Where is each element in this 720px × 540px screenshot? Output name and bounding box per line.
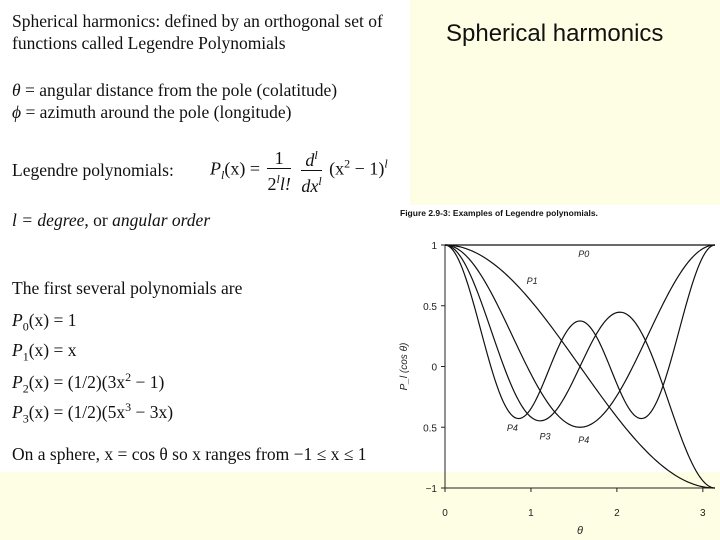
curve-label: P4 bbox=[578, 435, 590, 446]
curve-label: P3 bbox=[539, 431, 551, 442]
eq-rhs: (x bbox=[329, 158, 345, 179]
p2-rest: (x) = (1/2)(3x bbox=[28, 371, 126, 392]
slide-body bbox=[12, 10, 404, 464]
legendre-chart bbox=[392, 205, 720, 540]
p1: P bbox=[12, 340, 23, 360]
p0-sub: 0 bbox=[22, 319, 29, 334]
y-tick-label: 0.5 bbox=[423, 423, 437, 435]
series-p4 bbox=[445, 245, 715, 419]
eq-lhs: P bbox=[210, 158, 221, 179]
eq-lhs-sub: l bbox=[221, 168, 225, 183]
y-tick-label: 0 bbox=[431, 362, 437, 374]
degree-c: angular order bbox=[112, 210, 211, 230]
phi-symbol: ϕ bbox=[12, 102, 22, 122]
legendre-equation bbox=[210, 145, 388, 196]
poly-p0 bbox=[12, 310, 76, 335]
eq-den-sup: l bbox=[276, 171, 280, 186]
eq-dden: dx bbox=[301, 176, 319, 196]
curve-label: P1 bbox=[526, 275, 538, 286]
x-tick-label: 0 bbox=[442, 508, 448, 519]
x-tick-label: 1 bbox=[528, 508, 534, 519]
figure-caption: Figure 2.9-3: Examples of Legendre polynomials. bbox=[400, 208, 598, 218]
eq-rhs-sup: 2 bbox=[344, 156, 351, 171]
eq-dnum-sup: l bbox=[314, 148, 318, 162]
curve-label: P4 bbox=[506, 422, 518, 433]
eq-num: 1 bbox=[267, 148, 290, 169]
p2-tail: − 1) bbox=[131, 371, 165, 392]
degree-a: l = degree bbox=[12, 210, 85, 230]
curve-label: P0 bbox=[578, 249, 590, 260]
x-tick-label: 2 bbox=[614, 508, 620, 519]
theta-symbol: θ bbox=[12, 80, 21, 100]
p1-rest: (x) = x bbox=[28, 340, 77, 360]
p3-sub: 3 bbox=[22, 411, 29, 426]
degree-line bbox=[12, 210, 210, 231]
y-axis-label: P_l (cos θ) bbox=[399, 342, 410, 391]
sphere-line: On a sphere, x = cos θ so x ranges from −1 ≤ x ≤ 1 bbox=[12, 444, 367, 464]
series-p2 bbox=[445, 245, 715, 427]
poly-p3 bbox=[12, 400, 173, 426]
p2-sup: 2 bbox=[125, 370, 132, 384]
p3-sup: 3 bbox=[125, 400, 132, 414]
eq-den: 2 bbox=[267, 173, 277, 194]
p0: P bbox=[12, 310, 23, 330]
p3-tail: − 3x) bbox=[131, 401, 174, 422]
theta-text: = angular distance from the pole (colatitude) bbox=[20, 80, 338, 100]
p3-rest: (x) = (1/2)(5x bbox=[28, 401, 126, 422]
y-tick-label: 1 bbox=[431, 241, 437, 252]
x-axis-label: θ bbox=[577, 525, 583, 537]
slide-title: Spherical harmonics bbox=[446, 20, 664, 47]
first-several: The first several polynomials are bbox=[12, 278, 243, 298]
p1-sub: 1 bbox=[22, 349, 29, 364]
eq-rhs-sup2: l bbox=[384, 156, 388, 171]
phi-text: = azimuth around the pole (longitude) bbox=[21, 102, 292, 122]
eq-den-tail: l! bbox=[279, 173, 291, 194]
degree-b: , or bbox=[84, 210, 113, 230]
eq-fraction-2 bbox=[301, 145, 321, 196]
eq-lhs-arg: (x) = bbox=[224, 158, 260, 179]
p3: P bbox=[12, 401, 23, 422]
poly-p1 bbox=[12, 340, 76, 365]
poly-p2 bbox=[12, 370, 164, 396]
eq-dden-sup: l bbox=[318, 174, 322, 188]
y-tick-label: −1 bbox=[425, 484, 437, 495]
eq-fraction-1 bbox=[267, 148, 290, 194]
eq-rhs-tail: − 1) bbox=[350, 158, 385, 179]
phi-definition bbox=[12, 102, 291, 123]
x-tick-label: 3 bbox=[700, 508, 706, 519]
p0-rest: (x) = 1 bbox=[28, 310, 77, 330]
p2: P bbox=[12, 371, 23, 392]
p2-sub: 2 bbox=[22, 381, 29, 396]
eq-dnum: d bbox=[305, 150, 315, 170]
intro-line-2: functions called Legendre Polynomials bbox=[12, 33, 286, 53]
theta-definition bbox=[12, 80, 337, 101]
intro-line-1: Spherical harmonics: defined by an orthogonal set of bbox=[12, 11, 383, 31]
legendre-label: Legendre polynomials: bbox=[12, 160, 174, 180]
y-tick-label: 0.5 bbox=[423, 301, 437, 313]
